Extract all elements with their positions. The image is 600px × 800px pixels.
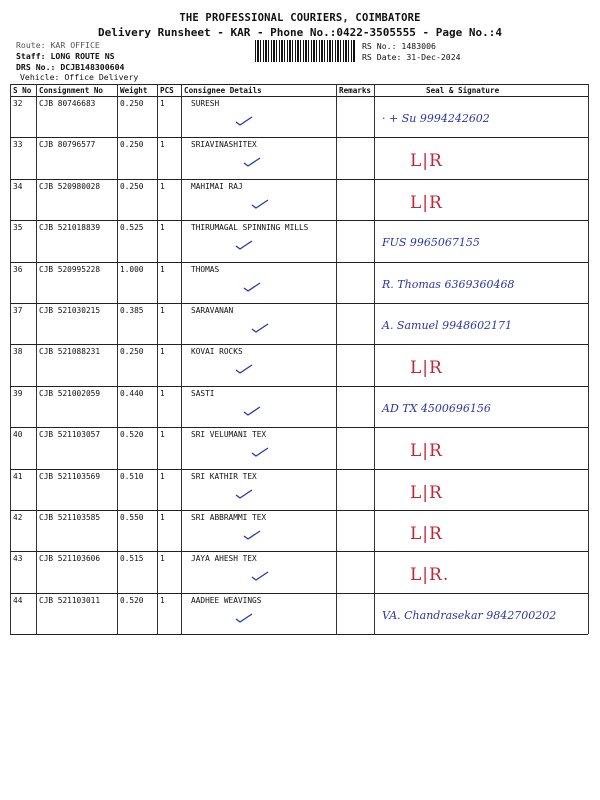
col-weight: Weight [120,86,148,95]
row-sno: 41 [13,471,23,481]
row-sno: 39 [13,388,23,398]
check-mark-icon [243,282,261,292]
consignee-name: SRI KATHIR TEX [191,471,257,481]
pcs-value: 1 [160,471,165,481]
row-sno: 40 [13,430,23,440]
pcs-value: 1 [160,264,165,274]
weight-value: 0.515 [120,554,144,564]
signature: L|R [410,358,443,379]
consignee-name: SRIAVINASHITEX [191,140,257,150]
table-row [10,262,588,302]
consignment-number: CJB 521103585 [39,513,101,522]
signature: L|R [410,441,443,462]
table-row [10,469,588,509]
col-seal-signature: Seal & Signature [426,86,500,95]
weight-value: 0.525 [120,223,144,233]
col-consignee: Consignee Details [184,86,262,95]
signature: · + Su 9994242602 [382,112,490,125]
row-sno: 32 [13,99,23,108]
pcs-value: 1 [160,595,165,605]
consignment-number: CJB 521103057 [39,430,101,440]
table-row [10,344,588,384]
weight-value: 0.520 [120,430,144,440]
weight-value: 0.550 [120,513,144,522]
row-sno: 44 [13,595,23,605]
runsheet-table [10,84,588,634]
consignment-number: CJB 520995228 [39,264,101,274]
consignee-name: JAYA AHESH TEX [191,554,257,564]
route-label: Route: KAR OFFICE [16,40,100,50]
pcs-value: 1 [160,430,165,440]
weight-value: 0.250 [120,347,144,357]
consignment-number: CJB 521088231 [39,347,101,357]
check-mark-icon [235,613,253,623]
check-mark-icon [251,447,269,457]
signature: AD TX 4500696156 [382,401,491,415]
table-row [10,303,588,343]
table-row [10,386,588,426]
signature: VA. Chandrasekar 9842700202 [382,608,557,622]
signature: FUS 9965067155 [382,236,480,250]
signature: A. Samuel 9948602171 [382,319,513,332]
check-mark-icon [235,240,253,250]
company-title: THE PROFESSIONAL COURIERS, COIMBATORE [179,12,421,24]
consignment-number: CJB 521030215 [39,306,101,315]
consignee-name: SARAVANAN [191,306,234,315]
row-sno: 35 [13,223,23,233]
pcs-value: 1 [160,388,165,398]
consignee-name: SRI VELUMANI TEX [191,430,267,440]
row-sno: 33 [13,140,23,150]
check-mark-icon [251,571,269,581]
weight-value: 0.520 [120,595,144,605]
pcs-value: 1 [160,99,165,108]
pcs-value: 1 [160,554,165,564]
table-row [10,593,588,633]
table-row [10,220,588,260]
consignment-number: CJB 521002059 [39,388,101,398]
weight-value: 1.000 [120,264,144,274]
pcs-value: 1 [160,140,165,150]
check-mark-icon [251,323,269,333]
row-sno: 43 [13,554,23,564]
signature: L|R. [410,565,450,586]
table-row [10,551,588,591]
weight-value: 0.250 [120,181,144,191]
table-row [10,427,588,467]
col-remarks: Remarks [339,86,372,95]
check-mark-icon [243,157,261,167]
col-pcs: PCS [160,86,174,95]
pcs-value: 1 [160,181,165,191]
consignment-number: CJB 80796577 [39,140,96,150]
consignee-name: SRI ABBRAMMI TEX [191,513,267,522]
consignment-number: CJB 521103569 [39,471,101,481]
signature: L|R [410,482,443,503]
pcs-value: 1 [160,347,165,357]
consignee-name: THOMAS [191,264,220,274]
barcode [255,40,355,62]
row-sno: 37 [13,306,23,315]
rs-date: RS Date: 31-Dec-2024 [362,52,461,62]
signature: L|R [410,151,443,172]
pcs-value: 1 [160,223,165,233]
col-consignment: Consignment No [39,86,104,95]
row-sno: 34 [13,181,23,191]
table-row [10,137,588,177]
check-mark-icon [243,530,261,540]
weight-value: 0.385 [120,306,144,315]
weight-value: 0.440 [120,388,144,398]
check-mark-icon [235,364,253,374]
drs-label: DRS No.: DCJB148300604 [16,62,125,72]
consignee-name: MAHIMAI RAJ [191,181,243,191]
consignee-name: SASTI [191,388,215,398]
consignee-name: AADHEE WEAVINGS [191,595,262,605]
row-sno: 38 [13,347,23,357]
table-row [10,96,588,136]
consignment-number: CJB 80746683 [39,99,96,108]
table-row [10,179,588,219]
pcs-value: 1 [160,306,165,315]
check-mark-icon [235,116,253,126]
rs-number: RS No.: 1483006 [362,41,436,51]
consignee-name: SURESH [191,99,220,108]
weight-value: 0.250 [120,99,144,108]
consignment-number: CJB 521103011 [39,595,101,605]
consignment-number: CJB 520980028 [39,181,101,191]
consignee-name: THIRUMAGAL SPINNING MILLS [191,223,309,233]
consignment-number: CJB 521018839 [39,223,101,233]
consignment-number: CJB 521103606 [39,554,101,564]
signature: L|R [410,192,443,213]
weight-value: 0.510 [120,471,144,481]
staff-label: Staff: LONG ROUTE NS [16,51,115,61]
signature: R. Thomas 6369360468 [382,277,515,291]
check-mark-icon [243,406,261,416]
pcs-value: 1 [160,513,165,522]
row-sno: 36 [13,264,23,274]
runsheet-title: Delivery Runsheet - KAR - Phone No.:0422-3505555 - Page No.:4 [98,26,502,39]
col-sno: S No [13,86,32,95]
table-row [10,510,588,550]
signature: L|R [410,524,443,544]
row-sno: 42 [13,513,23,522]
consignee-name: KOVAI ROCKS [191,347,243,357]
check-mark-icon [251,199,269,209]
check-mark-icon [235,489,253,499]
vehicle-label: Vehicle: Office Delivery [20,72,139,82]
weight-value: 0.250 [120,140,144,150]
